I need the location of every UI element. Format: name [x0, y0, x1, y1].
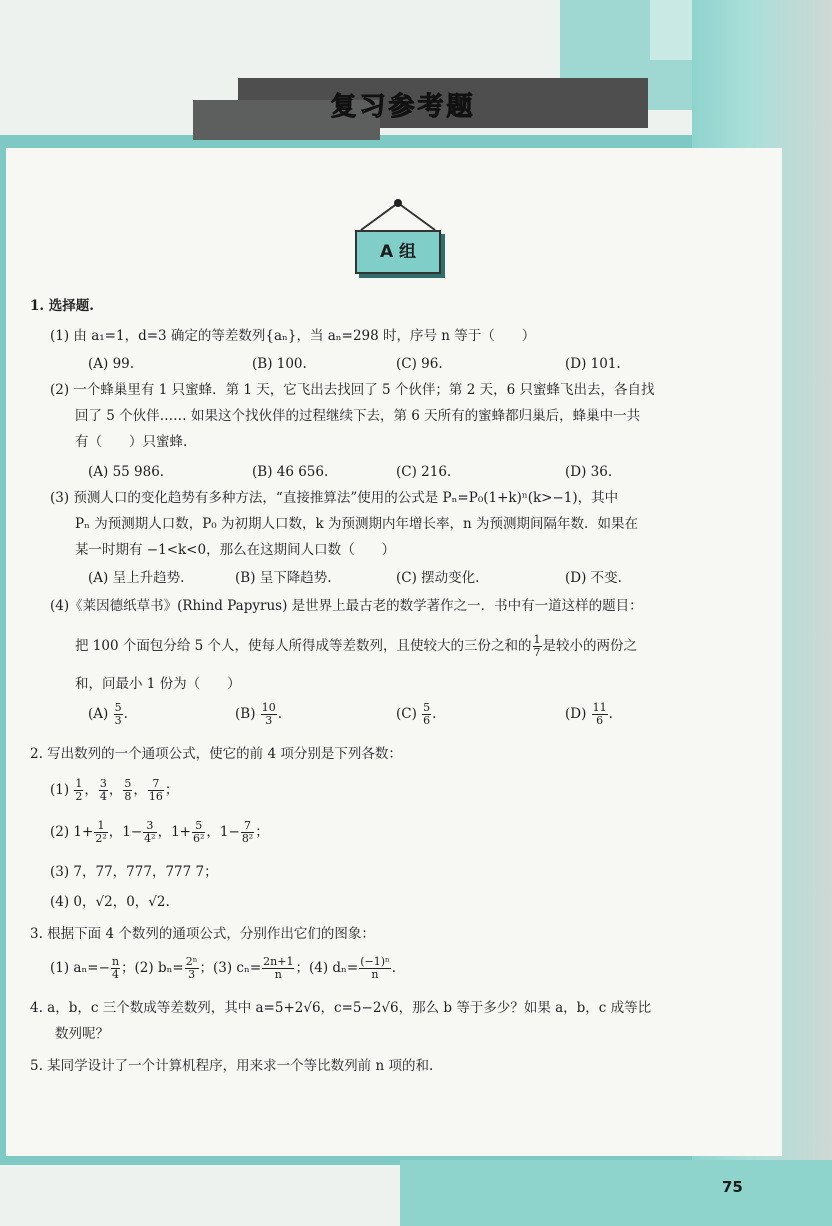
bottom-right-band: [400, 1160, 832, 1226]
q1-1-stem: (1) 由 a₁=1，d=3 确定的等差数列{aₙ}，当 aₙ=298 时，序号 n 等于（ ）: [50, 328, 536, 344]
fraction-denominator: 16: [148, 790, 163, 803]
q1-4-line1: (4)《莱因德纸草书》(Rhind Papyrus) 是世界上最古老的数学著作之一．书中有一道这样的题目：: [50, 598, 643, 614]
q1-3-option-a: (A) 呈上升趋势.: [88, 570, 185, 586]
q1-1-option-b: (B) 100.: [252, 356, 307, 372]
fraction-denominator: 8: [124, 790, 132, 803]
expression-part: ，1+: [157, 824, 191, 840]
fraction: [123, 778, 132, 803]
q1-2-line1: (2) 一个蜂巢里有 1 只蜜蜂．第 1 天，它飞出去找回了 5 个伙伴；第 2 天，6 只蜜蜂飞出去，各自找: [50, 382, 655, 398]
fraction-numerator: 1: [94, 820, 107, 833]
formula-part: ；(3) cₙ=: [199, 960, 262, 976]
q2-3: (3) 7，77，777，777 7；: [50, 864, 218, 880]
fraction-numerator: 5: [423, 701, 431, 714]
fraction-numerator: 1: [533, 633, 541, 646]
q1-3-line2: Pₙ 为预测期人口数，P₀ 为初期人口数，k 为预测期内年增长率，n 为预测期间隔年数．如果在: [75, 516, 638, 532]
fraction-denominator: 4²: [144, 832, 156, 845]
q1-3-line1: (3) 预测人口的变化趋势有多种方法，“直接推算法”使用的公式是 Pₙ=P₀(1+k)ⁿ(k>−1)，其中: [50, 490, 619, 506]
q1-4-line2-text-b: 是较小的两份之: [542, 638, 638, 654]
q2-2: (2) 1+ $\frac{1}{\text{2²}}$ ，1− $\frac{3}{\text{4²}}$ ，1+ $\frac{5}{\text{6²}}$ ，1− $\frac{7}{\text{8²}}$ ；: [50, 819, 269, 845]
fraction-denominator: n: [371, 968, 379, 981]
fraction-numerator: (−1)ⁿ: [360, 955, 390, 968]
q1-3-option-b: (B) 呈下降趋势.: [235, 570, 332, 586]
fraction-denominator: 3: [265, 714, 273, 727]
option-label: (D): [565, 706, 587, 722]
fraction-denominator: 2: [75, 790, 83, 803]
fraction: [592, 702, 608, 727]
formula-part: ；(2) bₙ=: [121, 960, 184, 976]
fraction: [261, 702, 277, 727]
q2-intro: 2. 写出数列的一个通项公式，使它的前 4 项分别是下列各数：: [30, 746, 402, 762]
fraction: [185, 956, 199, 981]
q1-4-option-c: (C) $\frac{5}{6}$ .: [396, 701, 437, 727]
q1-2-option-a: (A) 55 986.: [88, 464, 165, 480]
fraction: [241, 820, 254, 845]
fraction: [192, 820, 205, 845]
option-label: (B): [235, 706, 256, 722]
fraction: [143, 820, 156, 845]
fraction: [148, 778, 164, 803]
fraction-numerator: 5: [124, 777, 132, 790]
fraction: [533, 634, 542, 659]
item-label: (2): [50, 824, 70, 840]
q1-2-option-d: (D) 36.: [565, 464, 613, 480]
fraction-denominator: 2²: [95, 832, 107, 845]
q5-line1: 5. 某同学设计了一个计算机程序，用来求一个等比数列前 n 项的和.: [30, 1058, 434, 1074]
q1-2-option-b: (B) 46 656.: [252, 464, 329, 480]
q4-line1: 4. a，b，c 三个数成等差数列，其中 a=5+2√6，c=5−2√6，那么 b 等于多少？如果 a，b，c 成等比: [30, 1000, 652, 1016]
fraction-numerator: 3: [143, 820, 156, 833]
group-sign: [355, 230, 441, 274]
fraction-denominator: n: [274, 968, 282, 981]
q1-3-line3: 某一时期有 −1<k<0，那么在这期间人口数（ ）: [75, 542, 396, 558]
fraction-numerator: 1: [75, 777, 83, 790]
fraction: [94, 820, 107, 845]
q1-2-line3: 有（ ）只蜜蜂.: [75, 434, 188, 450]
item-label: (1): [50, 782, 70, 798]
q2-1: (1) $\frac{1}{2}$ ， $\frac{3}{4}$ ， $\frac{5}{8}$ ， $\frac{7}{16}$ ；: [50, 777, 179, 803]
q1-4-line2: [75, 634, 637, 659]
q1-1-option-d: (D) 101.: [565, 356, 621, 372]
fraction: [74, 778, 83, 803]
fraction-denominator: 4: [111, 968, 119, 981]
fraction-numerator: 7: [148, 778, 164, 791]
fraction-numerator: 5: [192, 820, 205, 833]
q1-4-option-a: (A) $\frac{5}{3}$ .: [88, 701, 128, 727]
fraction-numerator: 2ⁿ: [185, 955, 198, 968]
fraction-denominator: 3: [114, 714, 122, 727]
fraction: [422, 702, 431, 727]
fraction: [114, 702, 123, 727]
q1-1-option-a: (A) 99.: [88, 356, 135, 372]
fraction-denominator: 6: [423, 714, 431, 727]
q1-2-line2: 回了 5 个伙伴…… 如果这个找伙伴的过程继续下去，第 6 天所有的蜜蜂都归巢后，蜂巢中一共: [75, 408, 641, 424]
option-label: (C): [396, 706, 417, 722]
fraction-denominator: 3: [188, 968, 196, 981]
fraction-denominator: 6²: [192, 832, 205, 845]
fraction-numerator: 7: [241, 820, 254, 833]
fraction: [99, 778, 108, 803]
q4-line2: 数列呢？: [55, 1026, 109, 1042]
fraction-denominator: 7: [533, 646, 541, 659]
q3-formulas: [50, 956, 396, 981]
q1-4-option-b: (B) $\frac{10}{3}$ .: [235, 701, 283, 727]
page-number: 75: [722, 1178, 743, 1196]
fraction-numerator: n: [111, 955, 120, 968]
formula-part: .: [391, 960, 397, 976]
expression-part: ，1−: [108, 824, 143, 840]
q1-intro: 1. 选择题.: [30, 298, 94, 314]
hanging-string-icon: [355, 198, 441, 232]
group-label: A 组: [379, 242, 417, 262]
fraction: [359, 956, 391, 981]
formula-part: (1) aₙ=−: [50, 960, 110, 976]
q1-4-line2-text-a: 把 100 个面包分给 5 个人，使每人所得成等差数列，且使较大的三份之和的: [75, 638, 532, 654]
fraction-numerator: 11: [592, 701, 607, 714]
fraction: [262, 956, 294, 981]
q1-3-option-d: (D) 不变.: [565, 570, 622, 586]
q1-2-option-c: (C) 216.: [396, 464, 452, 480]
formula-part: ；(4) dₙ=: [295, 960, 359, 976]
q3-intro: 3. 根据下面 4 个数列的通项公式，分别作出它们的图象：: [30, 926, 375, 942]
page-title: 复习参考题: [330, 92, 476, 122]
q2-4: (4) 0，√2，0，√2.: [50, 894, 170, 910]
fraction: [111, 956, 120, 981]
fraction-denominator: 6: [596, 714, 604, 727]
fraction-numerator: 5: [114, 701, 122, 714]
option-label: (A): [88, 706, 109, 722]
fraction-numerator: 10: [261, 701, 276, 714]
q1-1-option-c: (C) 96.: [396, 356, 443, 372]
fraction-numerator: 2n+1: [263, 955, 294, 968]
q1-3-option-c: (C) 摆动变化.: [396, 570, 480, 586]
fraction-denominator: 4: [99, 790, 107, 803]
expression-part: 1+: [73, 824, 94, 840]
q1-4-line3: 和，问最小 1 份为（ ）: [75, 676, 241, 692]
fraction-numerator: 3: [99, 777, 107, 790]
fraction-denominator: 8²: [241, 832, 254, 845]
expression-part: ，1−: [206, 824, 240, 840]
q1-4-option-d: (D) $\frac{11}{6}$ .: [565, 701, 613, 727]
